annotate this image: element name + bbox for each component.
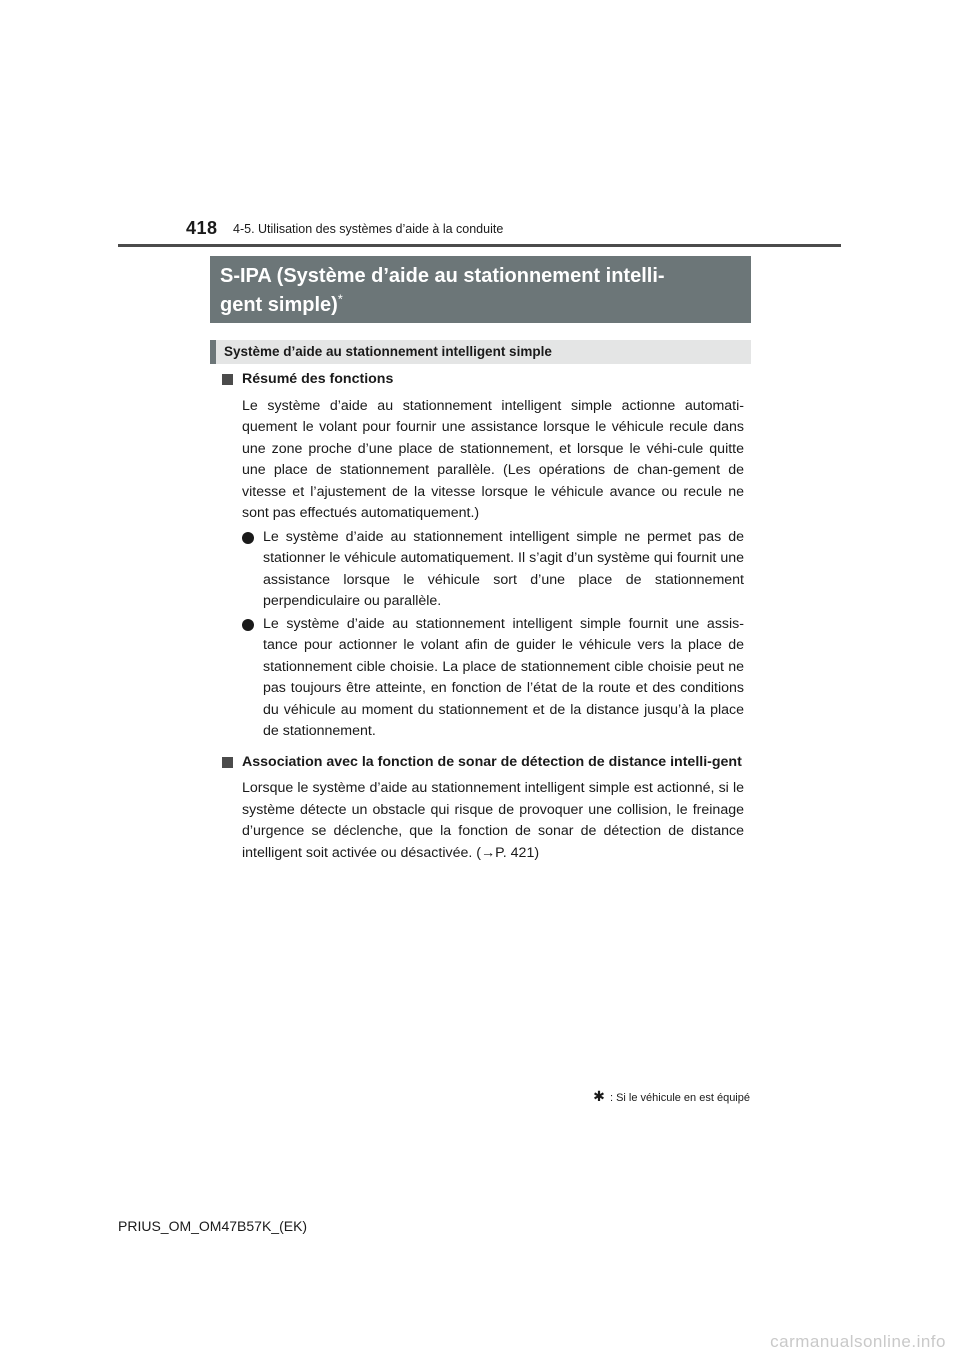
footnote-text: : Si le véhicule en est équipé bbox=[609, 1092, 750, 1104]
list-item-text: Le système d’aide au stationnement intelligent simple ne permet pas de stationner le véhicule automatiquement. Il s’agit d’un système qui fournit une assistance lorsque le véhicule sort d’une place de stationnement perpendiculaire ou parallèle. bbox=[263, 528, 744, 609]
page-number: 418 bbox=[186, 218, 218, 238]
list-item bbox=[242, 614, 744, 743]
square-bullet-icon bbox=[222, 374, 233, 385]
round-bullet-icon bbox=[242, 619, 254, 631]
list-item-text: Le système d’aide au stationnement intelligent simple fournit une assis-tance pour actionner le volant afin de guider le véhicule vers la place de stationnement cible choisie. La place de stationnement cible choisie peut ne pas toujours être atteinte, en fonction de l’état de la route et des conditions du véhicule au moment du stationnement et de la distance jusqu’à la place de stationnement. bbox=[263, 615, 744, 739]
section-reference: 4-5. Utilisation des systèmes d’aide à la conduite bbox=[233, 222, 504, 236]
footnote bbox=[593, 1088, 750, 1105]
section-title-box bbox=[210, 256, 751, 323]
subsection-accent bbox=[210, 340, 216, 364]
section-title-line2 bbox=[220, 291, 751, 320]
summary-paragraph: Le système d’aide au stationnement intelligent simple actionne automati-quement le volant pour fournir une assistance lorsque le véhicule recule dans une zone proche d’une place de stationnement, et lorsque le véhi-cule quitte une place de stationnement parallèle. (Les opérations de chan-gement de vitesse et l’ajustement de la vitesse lorsque le véhicule avance ou recule ne sont pas effectués automatiquement.) bbox=[242, 397, 744, 521]
heading-sonar-association-text: Association avec la fonction de sonar de détection de distance intelli-gent bbox=[242, 753, 742, 770]
heading-sonar-association bbox=[222, 752, 744, 774]
equipment-asterisk: * bbox=[337, 291, 343, 307]
section-title-line1: S-IPA (Système d’aide au stationnement intelli- bbox=[220, 265, 665, 287]
footnote-star-icon: ✱ bbox=[593, 1088, 605, 1104]
round-bullet-icon bbox=[242, 532, 254, 544]
document-code: PRIUS_OM_OM47B57K_(EK) bbox=[118, 1218, 308, 1234]
watermark: carmanualsonline.info bbox=[770, 1332, 946, 1351]
section-title-line2-text: gent simple) bbox=[220, 294, 338, 316]
heading-summary bbox=[222, 369, 744, 391]
content bbox=[222, 369, 744, 864]
subsection-bar bbox=[210, 340, 751, 364]
subsection-label: Système d’aide au stationnement intelligent simple bbox=[224, 344, 552, 359]
heading-summary-text: Résumé des fonctions bbox=[242, 371, 394, 387]
header-rule bbox=[118, 244, 841, 247]
sonar-association-paragraph: Lorsque le système d’aide au stationnement intelligent simple est actionné, si le système détecte un obstacle qui risque de provoquer une collision, le freinage d’urgence se déclenche, que la fonction de sonar de détection de distance intelligent soit activée ou désactivée. (→P. 421) bbox=[242, 780, 744, 861]
list-item bbox=[242, 527, 744, 613]
square-bullet-icon bbox=[222, 757, 233, 768]
summary-bullet-list bbox=[242, 527, 744, 743]
